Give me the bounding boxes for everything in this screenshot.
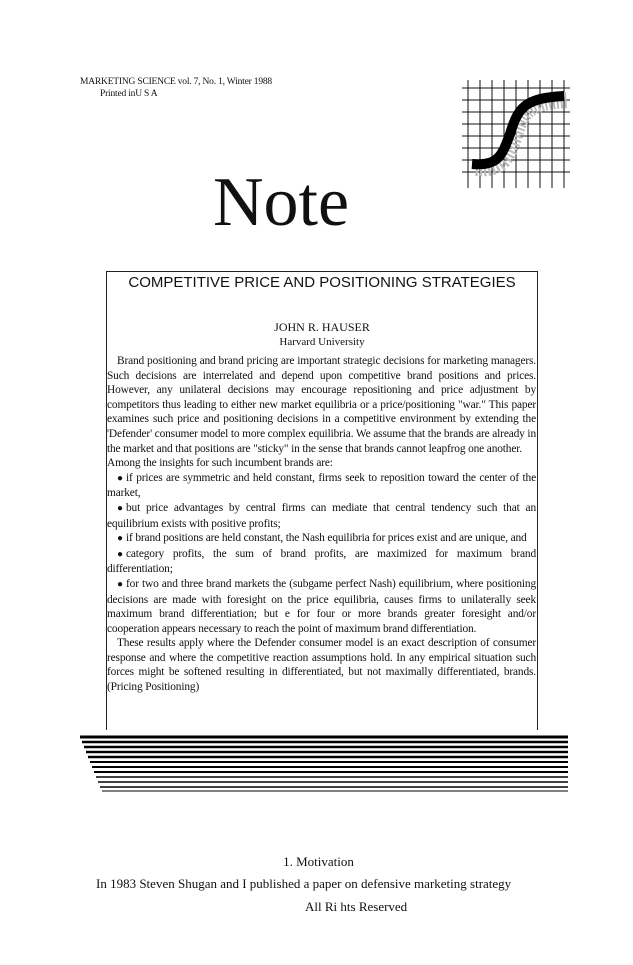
abstract-intro: Brand positioning and brand pricing are important strategic decisions for marketing managers. Such decisions are interrelated and depend upon competitive brand positions and prices. However, any unilateral decisions may encourage repositioning and price adjustment by competitors thus leading to either new market equilibria or a price/positioning "war." This paper examines such price and positioning decisions in a competitive environment by extending the 'Defender' consumer model to more complex equilibria. We assume that the brands are already in the market and that positions are "sticky" in the sense that brands cannot leapfrog one another.	[107, 355, 536, 455]
list-item: ● if prices are symmetric and held constant, firms seek to reposition toward the center of the market,	[107, 471, 536, 500]
journal-citation-block	[80, 76, 272, 100]
author-name: JOHN R. HAUSER	[274, 320, 370, 334]
bullet-icon: ●	[117, 533, 123, 545]
insights-list	[107, 471, 536, 637]
bullet-icon: ●	[117, 472, 123, 484]
list-item: ● but price advantages by central firms can mediate that central tendency such that an equilibrium exists with positive profits;	[107, 501, 536, 530]
journal-citation: MARKETING SCIENCE vol. 7, No. 1, Winter 1988	[80, 77, 272, 87]
printed-location: Printed inU S A	[100, 89, 158, 99]
list-item: ● category profits, the sum of brand profits, are maximized for maximum brand differentiation;	[107, 547, 536, 576]
author-affiliation: Harvard University	[279, 336, 365, 348]
bullet-icon: ●	[117, 548, 123, 560]
body-text-line: In 1983 Steven Shugan and I published a paper on defensive marketing strategy	[96, 876, 512, 891]
horizontal-lines-ornament	[80, 735, 568, 795]
page-title: Note	[213, 164, 350, 241]
section-heading: 1. Motivation	[283, 854, 354, 869]
list-item: ● for two and three brand markets the (subgame perfect Nash) equilibrium, where positioning decisions are made with foresight on the price equilibria, causes firms to unilaterally seek maximum brand differentiation; but e for four or more brands greater foresight and/or cooperation appears necessary to reach the point of maximum brand differentiation.	[107, 577, 536, 635]
insights-lead: Among the insights for such incumbent brands are:	[107, 457, 333, 470]
abstract	[107, 354, 536, 695]
paper-title: COMPETITIVE PRICE AND POSITIONING STRATEGIES	[128, 274, 516, 291]
list-item: ● if brand positions are held constant, the Nash equilibria for prices exist and are unique, and	[107, 531, 536, 547]
rights-notice: All Ri hts Reserved	[305, 899, 408, 914]
bullet-icon: ●	[117, 578, 123, 590]
abstract-closing: These results apply where the Defender consumer model is an exact description of consumer response and where the competitive reaction assumptions hold. In any empirical situation such forces might be softened resulting in differentiated, but not maximally differentiated, brands. (Pricing Positioning)	[107, 637, 536, 694]
s-curve-grid-logo-icon	[462, 80, 570, 188]
bullet-icon: ●	[117, 502, 123, 514]
